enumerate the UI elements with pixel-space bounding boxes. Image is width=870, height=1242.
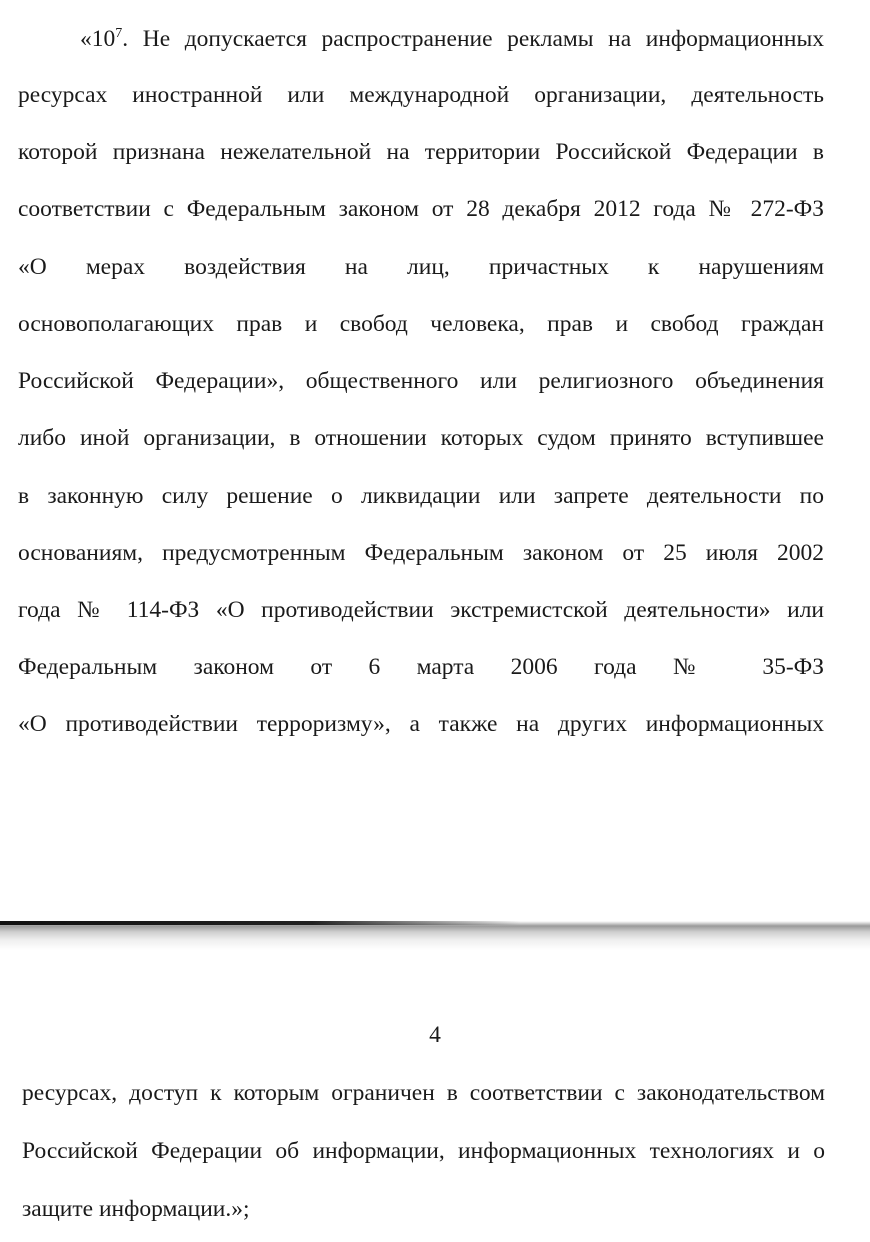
text-line: Федеральным законом от 6 марта 2006 года № 35-ФЗ [18, 654, 824, 680]
text-line: ресурсах, доступ к которым ограничен в соответствии с законодательством [22, 1080, 825, 1106]
text-line: года № 114-ФЗ «О противодействии экстремистской деятельности» или [18, 597, 824, 623]
text-line: «О мерах воздействия на лиц, причастных к нарушениям [18, 254, 824, 280]
text-line: основополагающих прав и свобод человека, прав и свобод граждан [18, 311, 824, 337]
text-line: Российской Федерации об информации, информационных технологиях и о [22, 1138, 825, 1164]
article-number-superscript: 7 [115, 26, 123, 41]
page-number: 4 [429, 1022, 441, 1048]
paragraph-first-line [18, 11, 824, 67]
text-line: либо иной организации, в отношении которых судом принято вступившее [18, 425, 824, 451]
text-line: «О противодействии терроризму», а также на других информационных [18, 711, 824, 737]
text-line: соответствии с Федеральным законом от 28 декабря 2012 года № 272-ФЗ [18, 196, 824, 222]
text-line: основаниям, предусмотренным Федеральным законом от 25 июля 2002 [18, 540, 824, 566]
first-line-text: . Не допускается распространение рекламы на информационных [122, 26, 824, 52]
article-number: «10 [80, 26, 116, 52]
text-line-last: защите информации.»; [22, 1196, 250, 1222]
text-line: Российской Федерации», общественного или религиозного объединения [18, 368, 824, 394]
text-line: ресурсах иностранной или международной организации, деятельность [18, 82, 824, 108]
page-edge-shadow [0, 921, 520, 925]
text-line: в законную силу решение о ликвидации или запрете деятельности по [18, 483, 824, 509]
text-line: которой признана нежелательной на территории Российской Федерации в [18, 139, 824, 165]
